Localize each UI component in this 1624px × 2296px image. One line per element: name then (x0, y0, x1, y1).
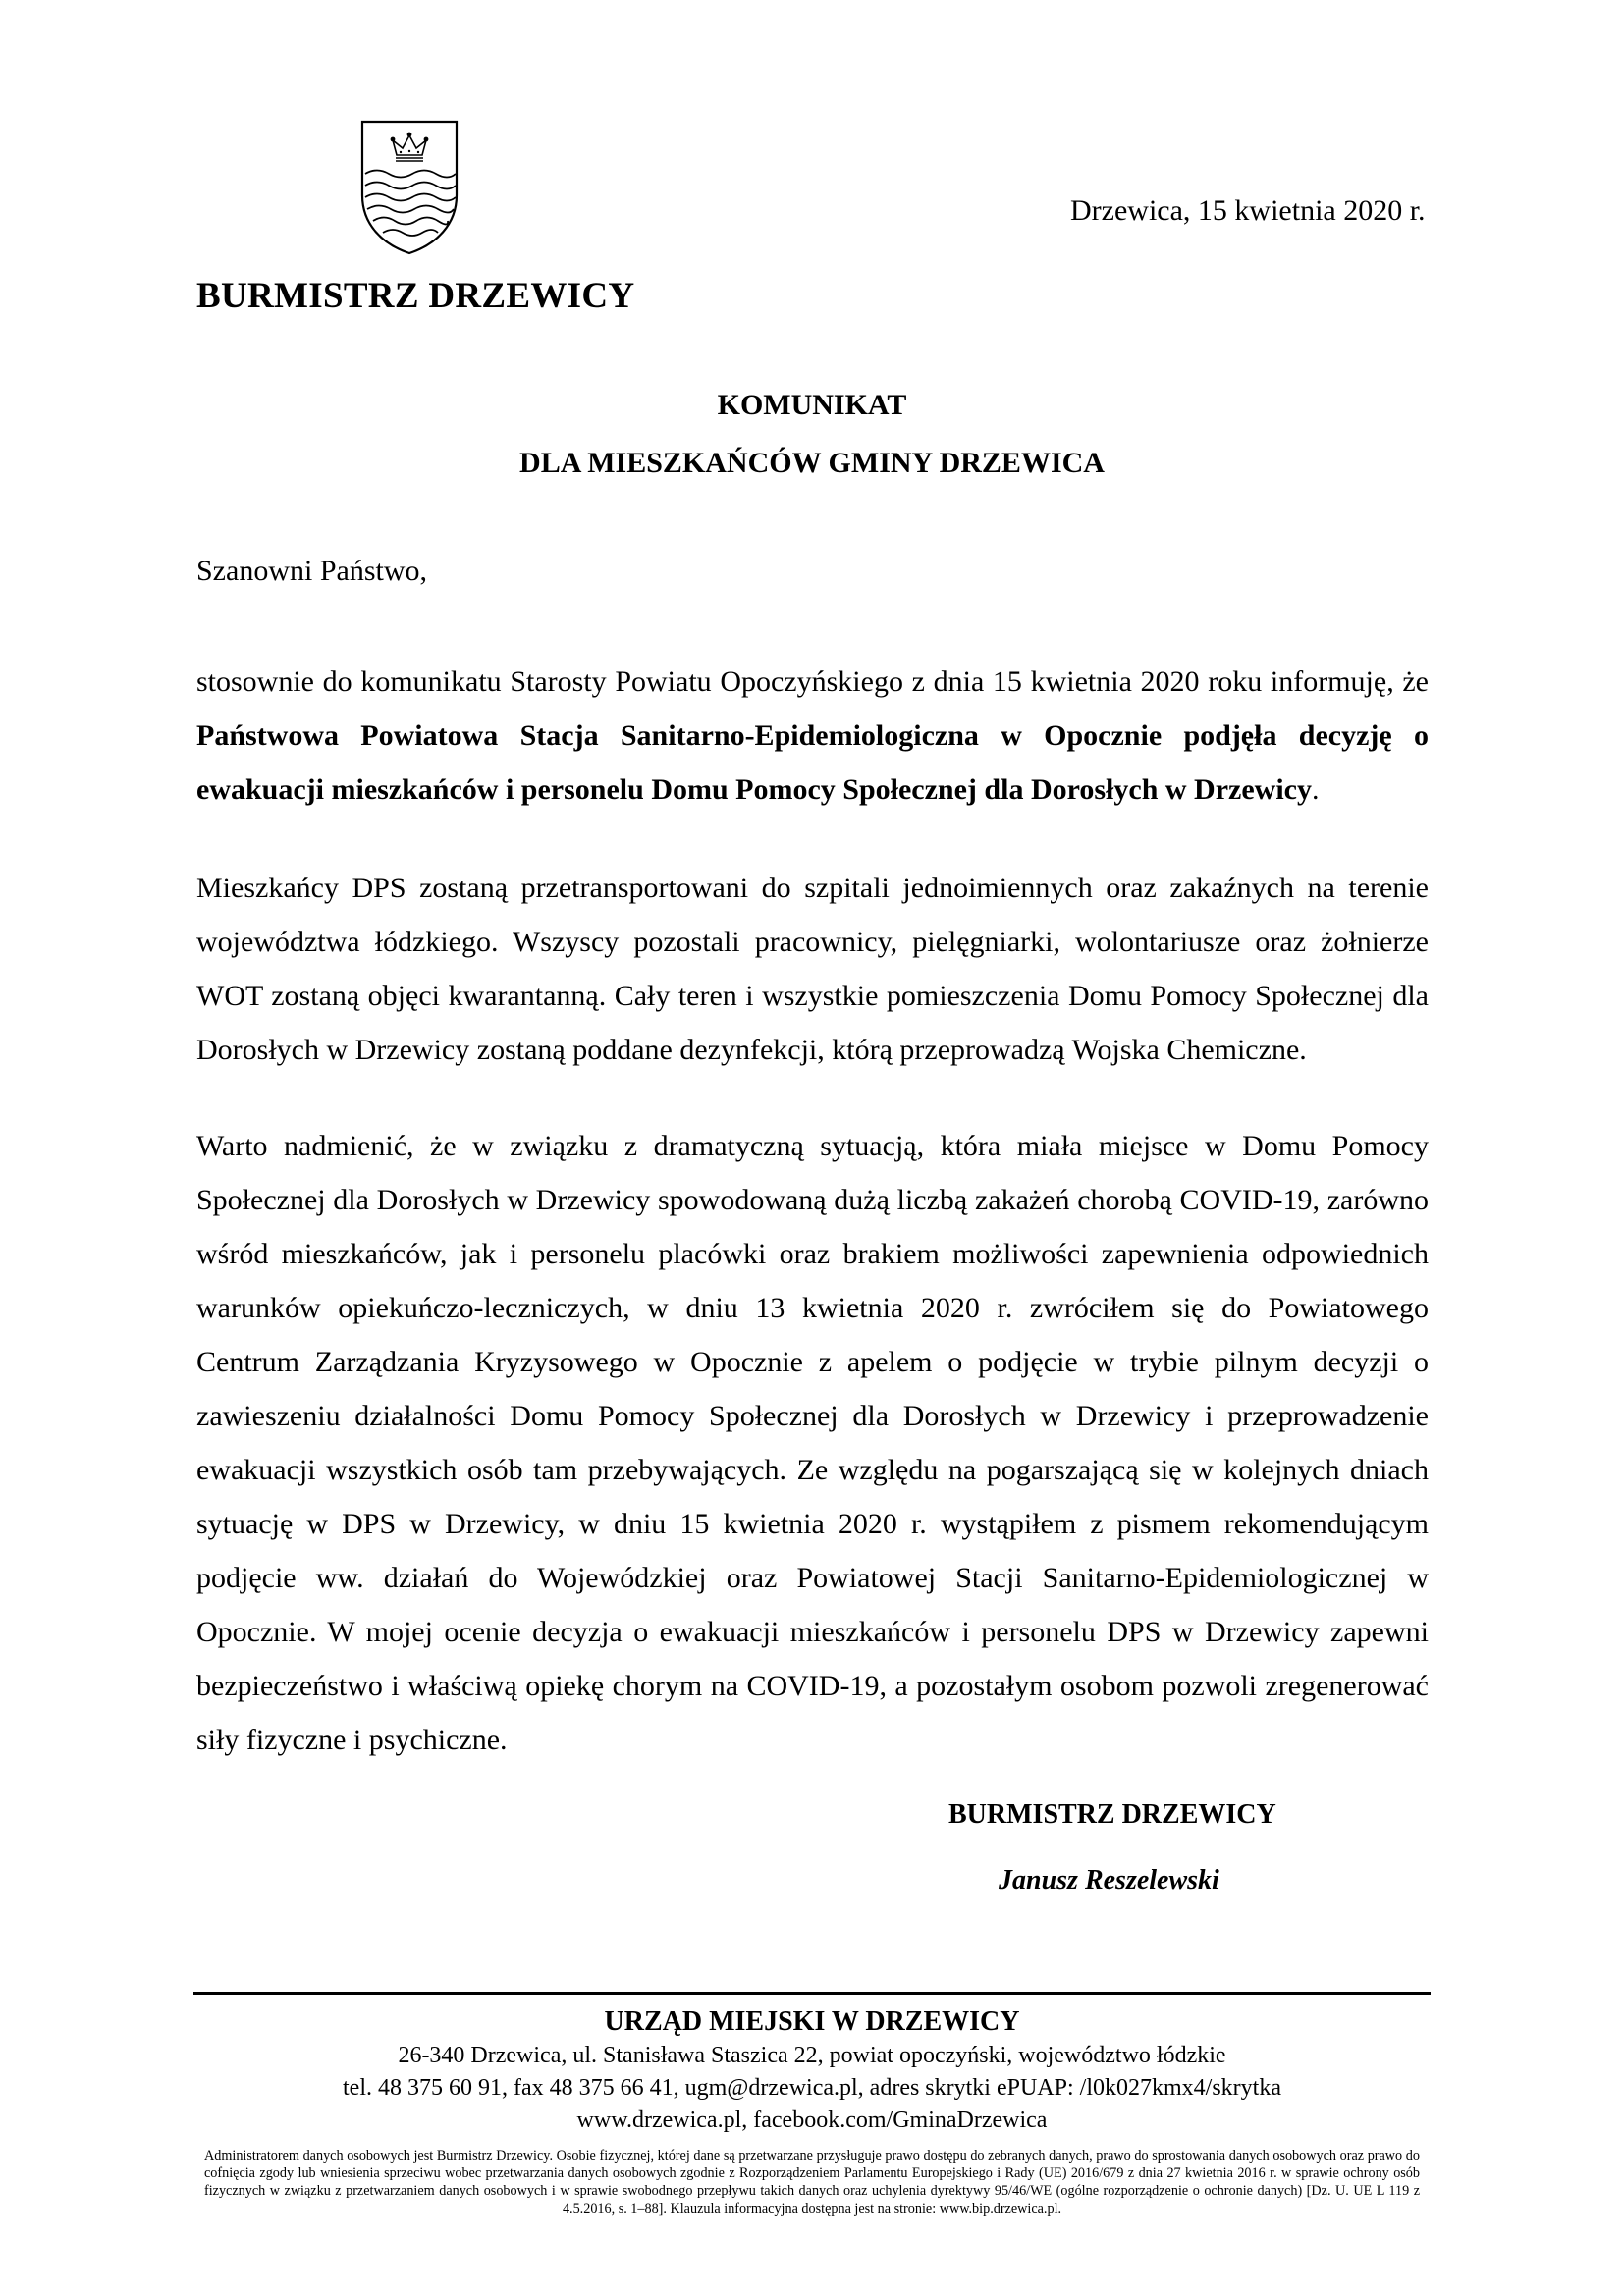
place-date: Drzewica, 15 kwietnia 2020 r. (1070, 194, 1426, 227)
footer-web: www.drzewica.pl, facebook.com/GminaDrzewica (576, 2108, 1048, 2133)
signature-name: Janusz Reszelewski (999, 1865, 1219, 1896)
paragraph-1-end: . (1312, 774, 1320, 806)
coat-of-arms-icon (359, 119, 460, 256)
footer-contact: tel. 48 375 60 91, fax 48 375 66 41, ugm@drzewica.pl, adres skrytki ePUAP: /l0k027kmx4/skrytka (343, 2075, 1281, 2101)
document-subtitle: DLA MIESZKAŃCÓW GMINY DRZEWICA (519, 447, 1105, 479)
issuer-heading: BURMISTRZ DRZEWICY (196, 276, 635, 316)
greeting: Szanowni Państwo, (196, 555, 427, 587)
footer-office-name: URZĄD MIEJSKI W DRZEWICY (604, 2006, 1020, 2037)
paragraph-1 (196, 655, 1429, 817)
footer-gdpr-clause: Administratorem danych osobowych jest Burmistrz Drzewicy. Osobie fizycznej, której dane są przetwarzane przysługuje prawo dostępu do zebranych danych, prawo do sprostowania danych osobowych oraz prawo do cofnięcia zgody lub wniesienia sprzeciwu wobec przetwarzania danych osobowych zgodnie z Rozporządzeniem Parlamentu Europejskiego i Rady (UE) 2016/679 z dnia 27 kwietnia 2016 r. w sprawie ochrony osób fizycznych w związku z przetwarzaniem danych osobowych i w sprawie swobodnego przepływu takich danych oraz uchylenia dyrektywy 95/46/WE (ogólne rozporządzenie o ochronie danych) [Dz. U. UE L 119 z 4.5.2016, s. 1–88]. Klauzula informacyjna dostępna jest na stronie: www.bip.drzewica.pl. (204, 2148, 1420, 2216)
footer-divider (193, 1992, 1431, 1995)
paragraph-2: Mieszkańcy DPS zostaną przetransportowani do szpitali jednoimiennych oraz zakaźnych na terenie województwa łódzkiego. Wszyscy pozostali pracownicy, pielęgniarki, wolontariusze oraz żołnierze WOT zostaną objęci kwarantanną. Cały teren i wszystkie pomieszczenia Domu Pomocy Społecznej dla Dorosłych w Drzewicy zostaną poddane dezynfekcji, którą przeprowadzą Wojska Chemiczne. (196, 872, 1429, 1066)
paragraph-1-intro: stosownie do komunikatu Starosty Powiatu Opoczyńskiego z dnia 15 kwietnia 2020 roku informuję, że (196, 666, 1429, 698)
paragraph-1-emphasis: Państwowa Powiatowa Stacja Sanitarno-Epidemiologiczna w Opocznie podjęła decyzję o ewakuacji mieszkańców i personelu Domu Pomocy Społecznej dla Dorosłych w Drzewicy (196, 720, 1429, 806)
signature-title: BURMISTRZ DRZEWICY (948, 1799, 1276, 1830)
document-title: KOMUNIKAT (717, 389, 907, 421)
footer-address: 26-340 Drzewica, ul. Stanisława Staszica 22, powiat opoczyński, województwo łódzkie (398, 2043, 1226, 2068)
paragraph-3: Warto nadmienić, że w związku z dramatyczną sytuacją, która miała miejsce w Domu Pomocy Społecznej dla Dorosłych w Drzewicy spowodowaną dużą liczbą zakażeń chorobą COVID-19, zarówno wśród mieszkańców, jak i personelu placówki oraz brakiem możliwości zapewnienia odpowiednich warunków opiekuńczo-leczniczych, w dniu 13 kwietnia 2020 r. zwróciłem się do Powiatowego Centrum Zarządzania Kryzysowego w Opocznie z apelem o podjęcie w trybie pilnym decyzji o zawieszeniu działalności Domu Pomocy Społecznej dla Dorosłych w Drzewicy i przeprowadzenie ewakuacji wszystkich osób tam przebywających. Ze względu na pogarszającą się w kolejnych dniach sytuację w DPS w Drzewicy, w dniu 15 kwietnia 2020 r. wystąpiłem z pismem rekomendującym podjęcie ww. działań do Wojewódzkiej oraz Powiatowej Stacji Sanitarno-Epidemiologicznej w Opocznie. W mojej ocenie decyzja o ewakuacji mieszkańców i personelu DPS w Drzewicy zapewni bezpieczeństwo i właściwą opiekę chorym na COVID-19, a pozostałym osobom pozwoli zregenerować siły fizyczne i psychiczne. (196, 1130, 1429, 1756)
